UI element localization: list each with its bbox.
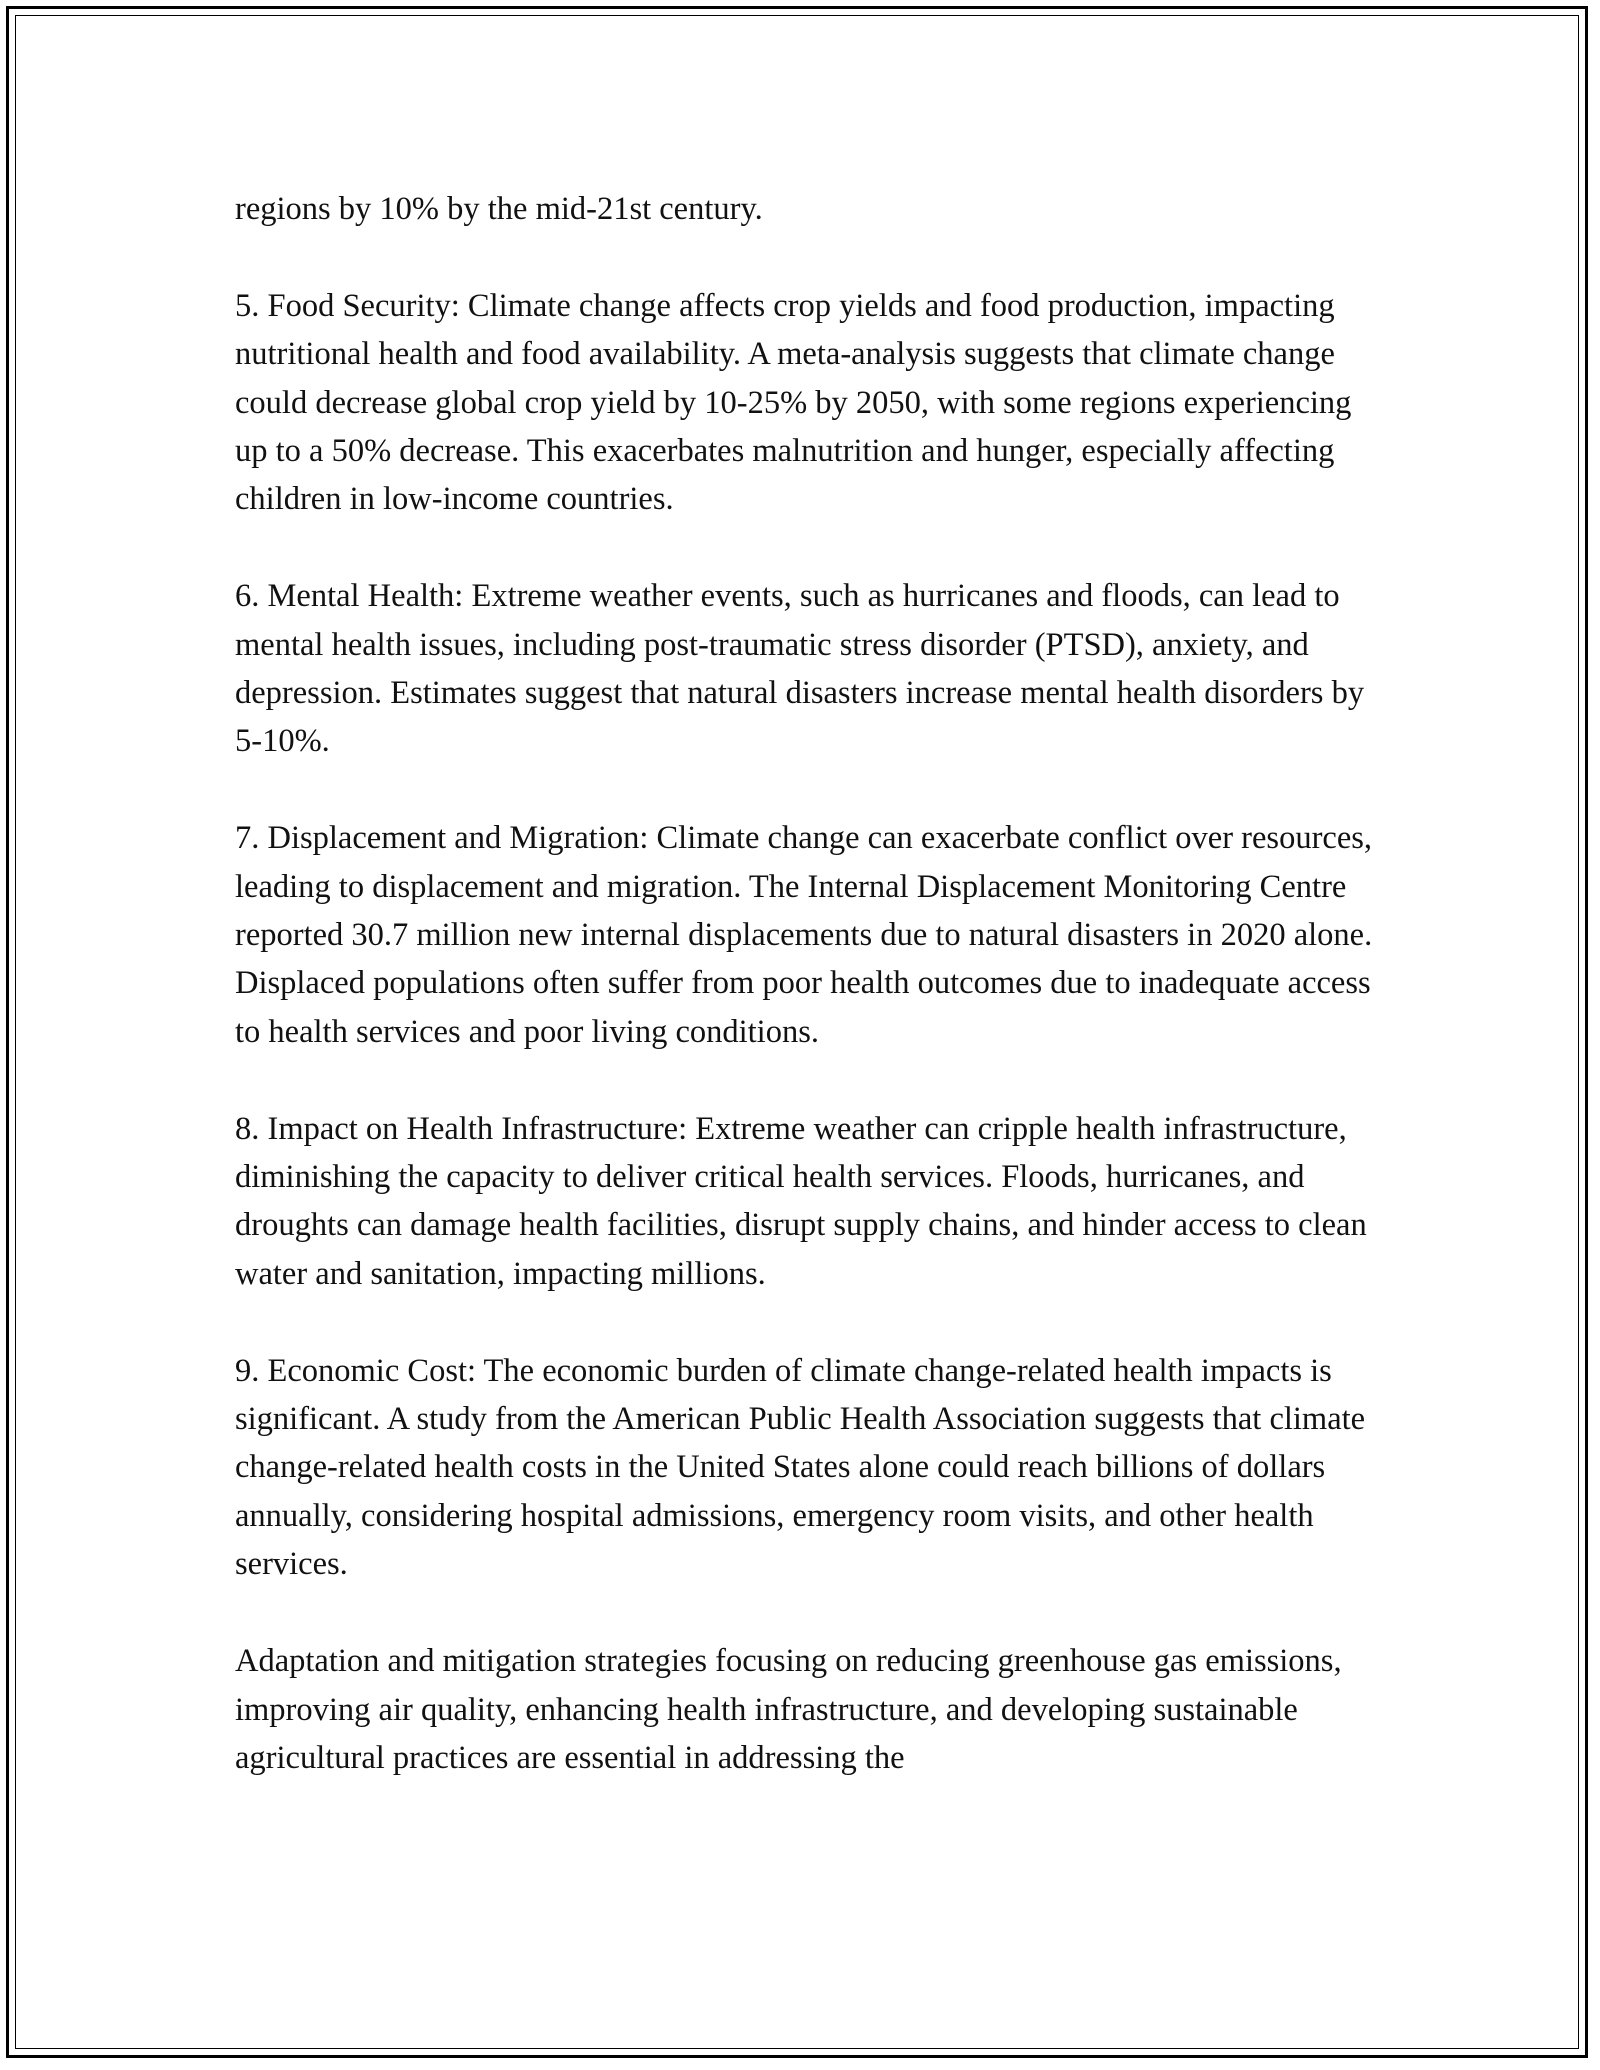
paragraph-adaptation-mitigation: Adaptation and mitigation strategies focusing on reducing greenhouse gas emissions, improving air quality, enhancing health infrastructure, and developing sustainable agricultural practices are essential in addressing the <box>235 1643 1342 1776</box>
paragraph-food-security: 5. Food Security: Climate change affects crop yields and food production, impacting nutritional health and food availability. A meta-analysis suggests that climate change could decrease global crop yield by 10-25% by 2050, with some regions experiencing up to a 50% decrease. This exacerbates malnutrition and hunger, especially affecting children in low-income countries. <box>235 287 1352 518</box>
paragraph-mental-health: 6. Mental Health: Extreme weather events, such as hurricanes and floods, can lead to mental health issues, including post-traumatic stress disorder (PTSD), anxiety, and depression. Estimates suggest that natural disasters increase mental health disorders by 5-10%. <box>235 578 1365 760</box>
paragraph-economic-cost: 9. Economic Cost: The economic burden of climate change-related health impacts is significant. A study from the American Public Health Association suggests that climate change-related health costs in the United States alone could reach billions of dollars annually, considering hospital admissions, emergency room visits, and other health services. <box>235 1352 1366 1583</box>
paragraph-health-infrastructure: 8. Impact on Health Infrastructure: Extreme weather can cripple health infrastructure, diminishing the capacity to deliver critical health services. Floods, hurricanes, and droughts can damage health facilities, disrupt supply chains, and hinder access to clean water and sanitation, impacting millions. <box>235 1110 1367 1292</box>
paragraph-displacement-migration: 7. Displacement and Migration: Climate change can exacerbate conflict over resources, leading to displacement and migration. The Internal Displacement Monitoring Centre reported 30.7 million new internal displacements due to natural disasters in 2020 alone. Displaced populations often suffer from poor health outcomes due to inadequate access to health services and poor living conditions. <box>235 820 1373 1050</box>
document-body <box>235 185 1385 1782</box>
paragraph-continuation: regions by 10% by the mid-21st century. <box>235 191 763 227</box>
